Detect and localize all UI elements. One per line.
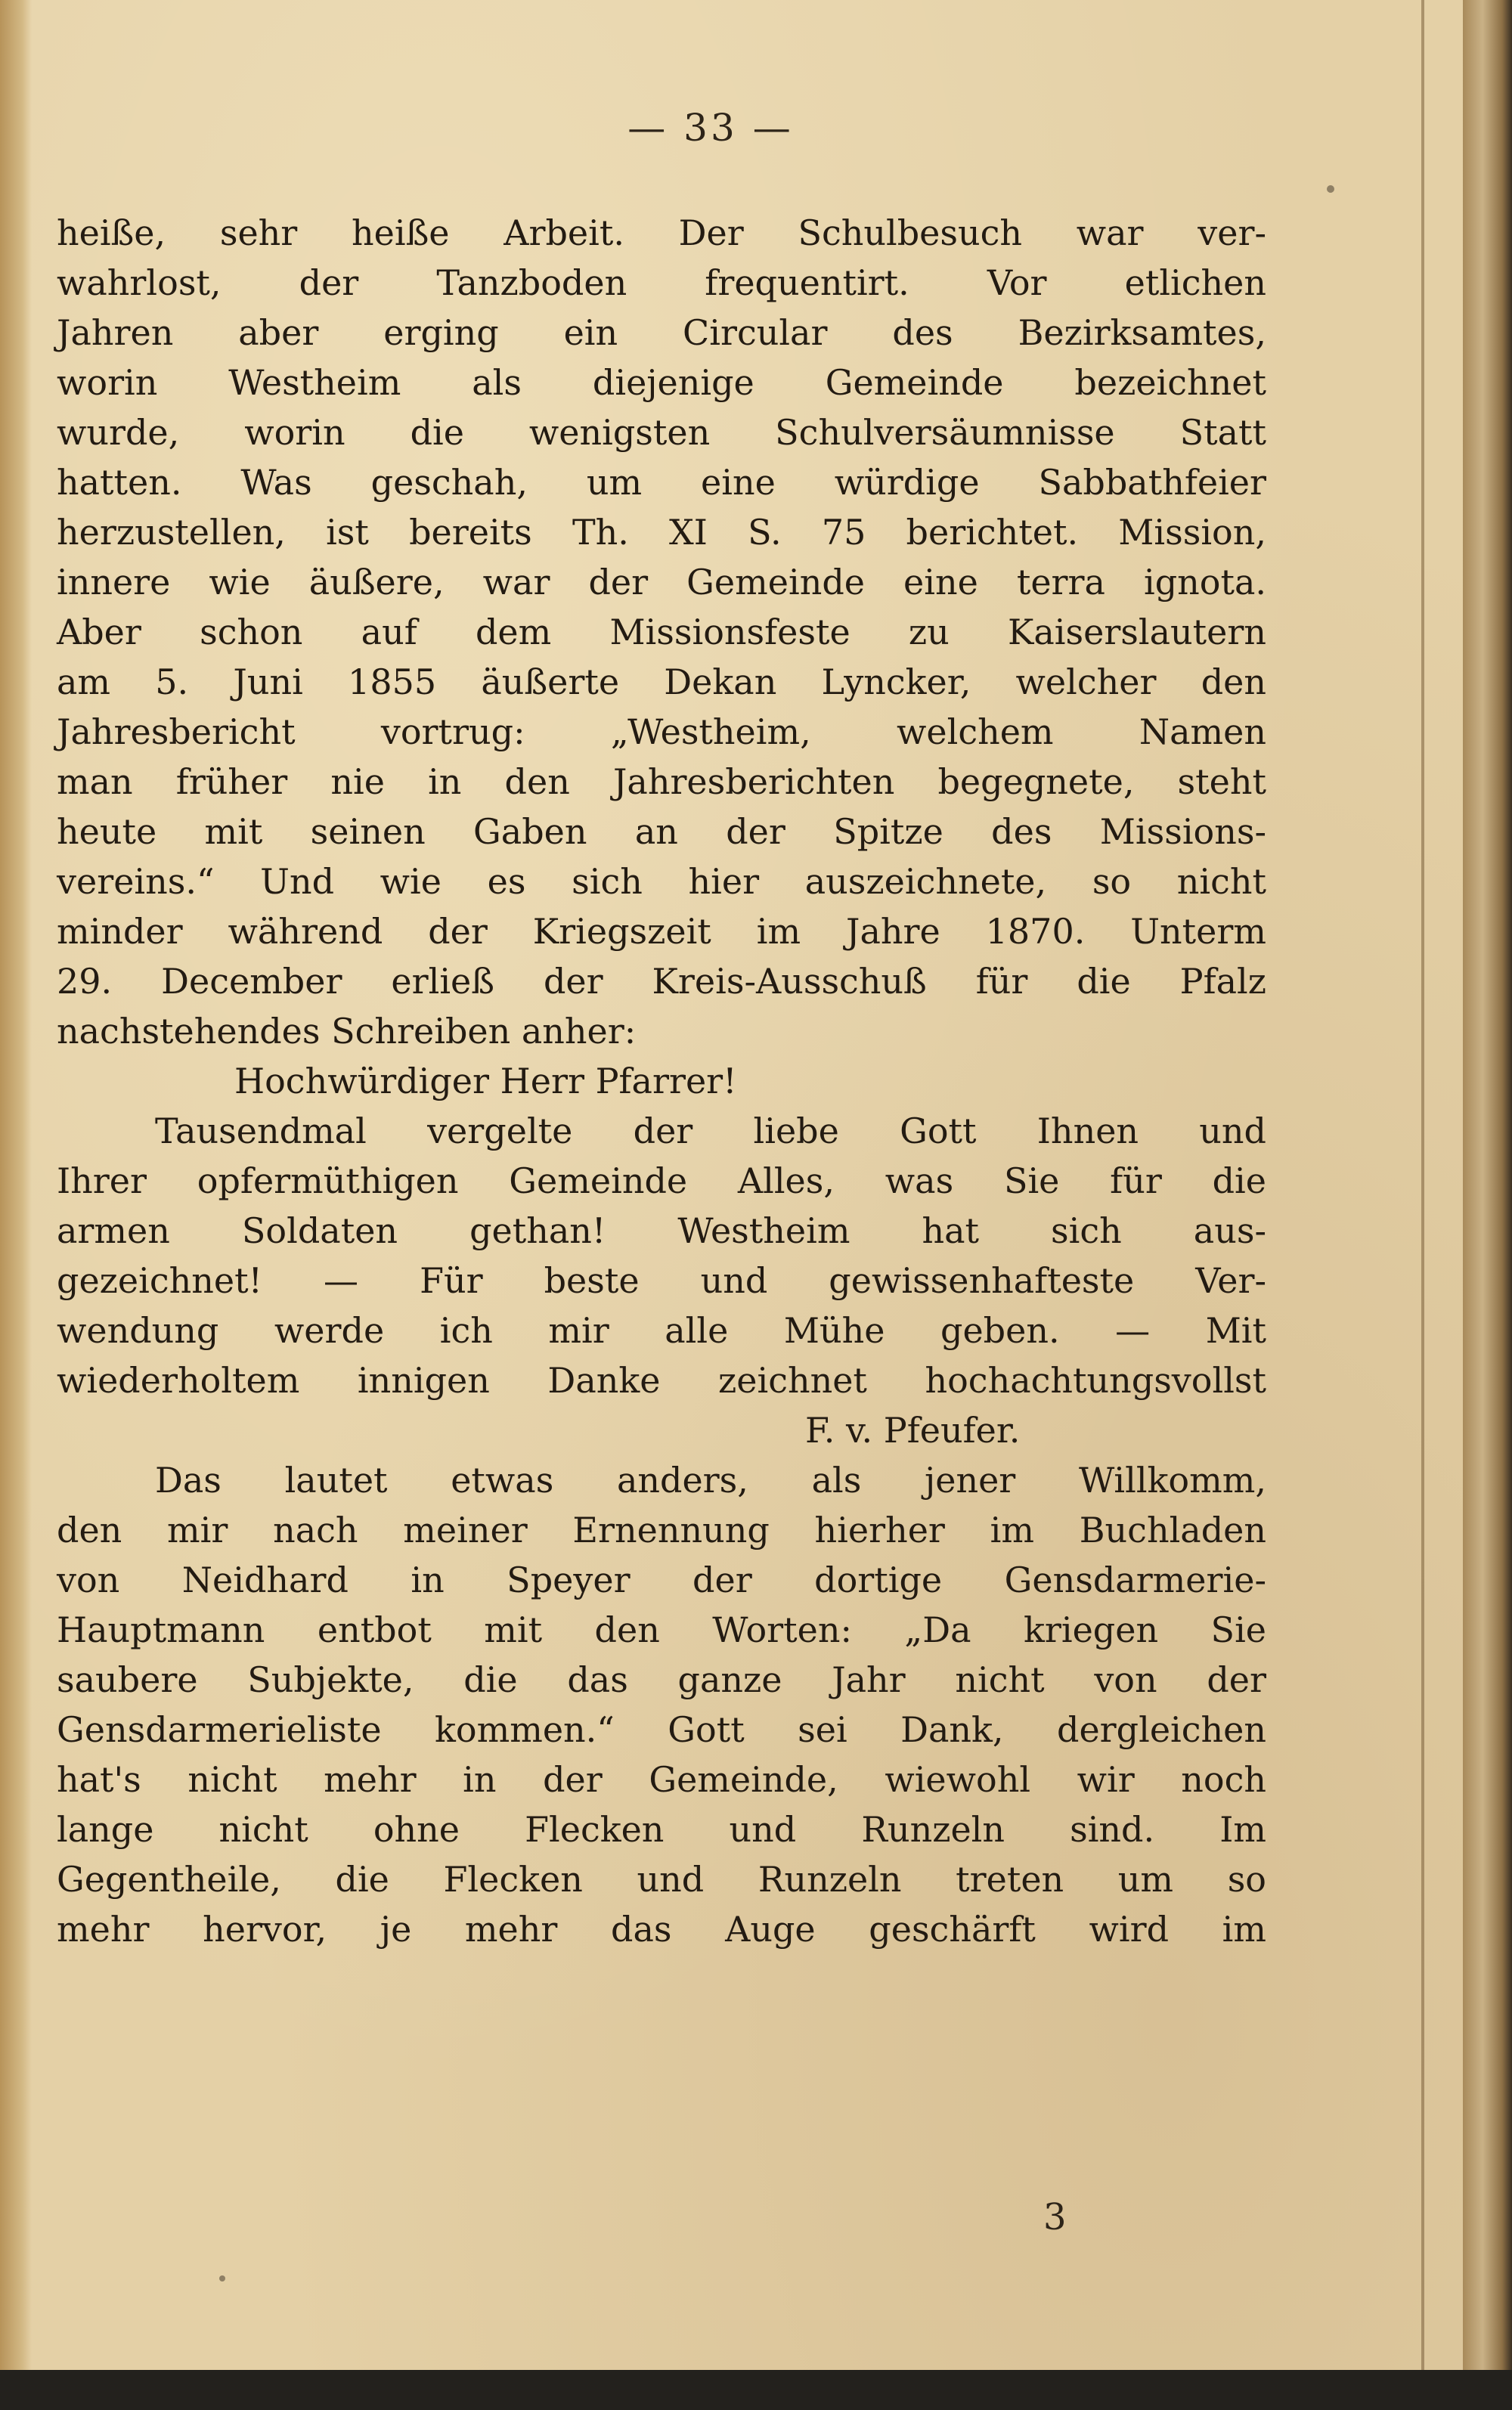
paper-speck <box>219 2275 225 2281</box>
text-line: Aber schon auf dem Missionsfeste zu Kaiserslautern <box>57 612 1266 652</box>
text-line: nachstehendes Schreiben anher: <box>57 1011 637 1052</box>
background-band <box>0 2370 1512 2410</box>
letter-signature: F. v. Pfeufer. <box>805 1410 1021 1451</box>
text-line: vereins.“ Und wie es sich hier auszeichnete, so nicht <box>57 861 1266 902</box>
text-line: Jahresbericht vortrug: „Westheim, welchem Namen <box>57 711 1266 752</box>
body-text <box>57 208 1266 1954</box>
text-line: wurde, worin die wenigsten Schulversäumnisse Statt <box>57 412 1266 453</box>
text-line: innere wie äußere, war der Gemeinde eine terra ignota. <box>57 562 1266 602</box>
text-line: wahrlost, der Tanzboden frequentirt. Vor etlichen <box>57 262 1266 303</box>
text-line: Das lautet etwas anders, als jener Willkomm, <box>155 1460 1266 1501</box>
text-line: hatten. Was geschah, um eine würdige Sabbathfeier <box>57 462 1266 503</box>
signature-mark: 3 <box>1043 2196 1067 2238</box>
page-left-edge <box>0 0 32 2370</box>
text-line: saubere Subjekte, die das ganze Jahr nicht von der <box>57 1659 1266 1700</box>
text-line: heute mit seinen Gaben an der Spitze des Missions- <box>57 811 1266 852</box>
text-line: gezeichnet! — Für beste und gewissenhafteste Ver- <box>57 1260 1266 1301</box>
text-line: herzustellen, ist bereits Th. XI S. 75 berichtet. Mission, <box>57 512 1266 553</box>
text-line: lange nicht ohne Flecken und Runzeln sind. Im <box>57 1809 1266 1850</box>
text-line: worin Westheim als diejenige Gemeinde bezeichnet <box>57 362 1266 403</box>
text-line: Gensdarmerieliste kommen.“ Gott sei Dank, dergleichen <box>57 1709 1266 1750</box>
text-line: man früher nie in den Jahresberichten begegnete, steht <box>57 761 1266 802</box>
text-line: heiße, sehr heiße Arbeit. Der Schulbesuch war ver- <box>57 212 1266 253</box>
text-line: minder während der Kriegszeit im Jahre 1870. Unterm <box>57 911 1266 952</box>
text-line: Jahren aber erging ein Circular des Bezirksamtes, <box>57 312 1266 353</box>
letter-salutation: Hochwürdiger Herr Pfarrer! <box>234 1061 737 1101</box>
text-line: Tausendmal vergelte der liebe Gott Ihnen und <box>155 1111 1266 1151</box>
text-line: Ihrer opfermüthigen Gemeinde Alles, was Sie für die <box>57 1160 1266 1201</box>
text-line: wendung werde ich mir alle Mühe geben. — Mit <box>57 1310 1266 1351</box>
page-gutter-line <box>1421 0 1424 2370</box>
text-line: Gegentheile, die Flecken und Runzeln treten um so <box>57 1859 1266 1900</box>
text-line: wiederholtem innigen Danke zeichnet hochachtungsvollst <box>57 1360 1266 1401</box>
text-line: am 5. Juni 1855 äußerte Dekan Lyncker, welcher den <box>57 661 1266 702</box>
paper-speck <box>1327 185 1334 193</box>
text-line: 29. December erließ der Kreis-Ausschuß für die Pfalz <box>57 961 1266 1002</box>
text-line: armen Soldaten gethan! Westheim hat sich aus- <box>57 1210 1266 1251</box>
page-header-number: — 33 — <box>627 106 794 150</box>
book-edge <box>1463 0 1512 2410</box>
text-line: Hauptmann entbot mit den Worten: „Da kriegen Sie <box>57 1609 1266 1650</box>
text-line: hat's nicht mehr in der Gemeinde, wiewohl wir noch <box>57 1759 1266 1800</box>
text-line: den mir nach meiner Ernennung hierher im Buchladen <box>57 1510 1266 1550</box>
text-line: mehr hervor, je mehr das Auge geschärft wird im <box>57 1909 1266 1950</box>
text-line: von Neidhard in Speyer der dortige Gensdarmerie- <box>57 1560 1266 1600</box>
